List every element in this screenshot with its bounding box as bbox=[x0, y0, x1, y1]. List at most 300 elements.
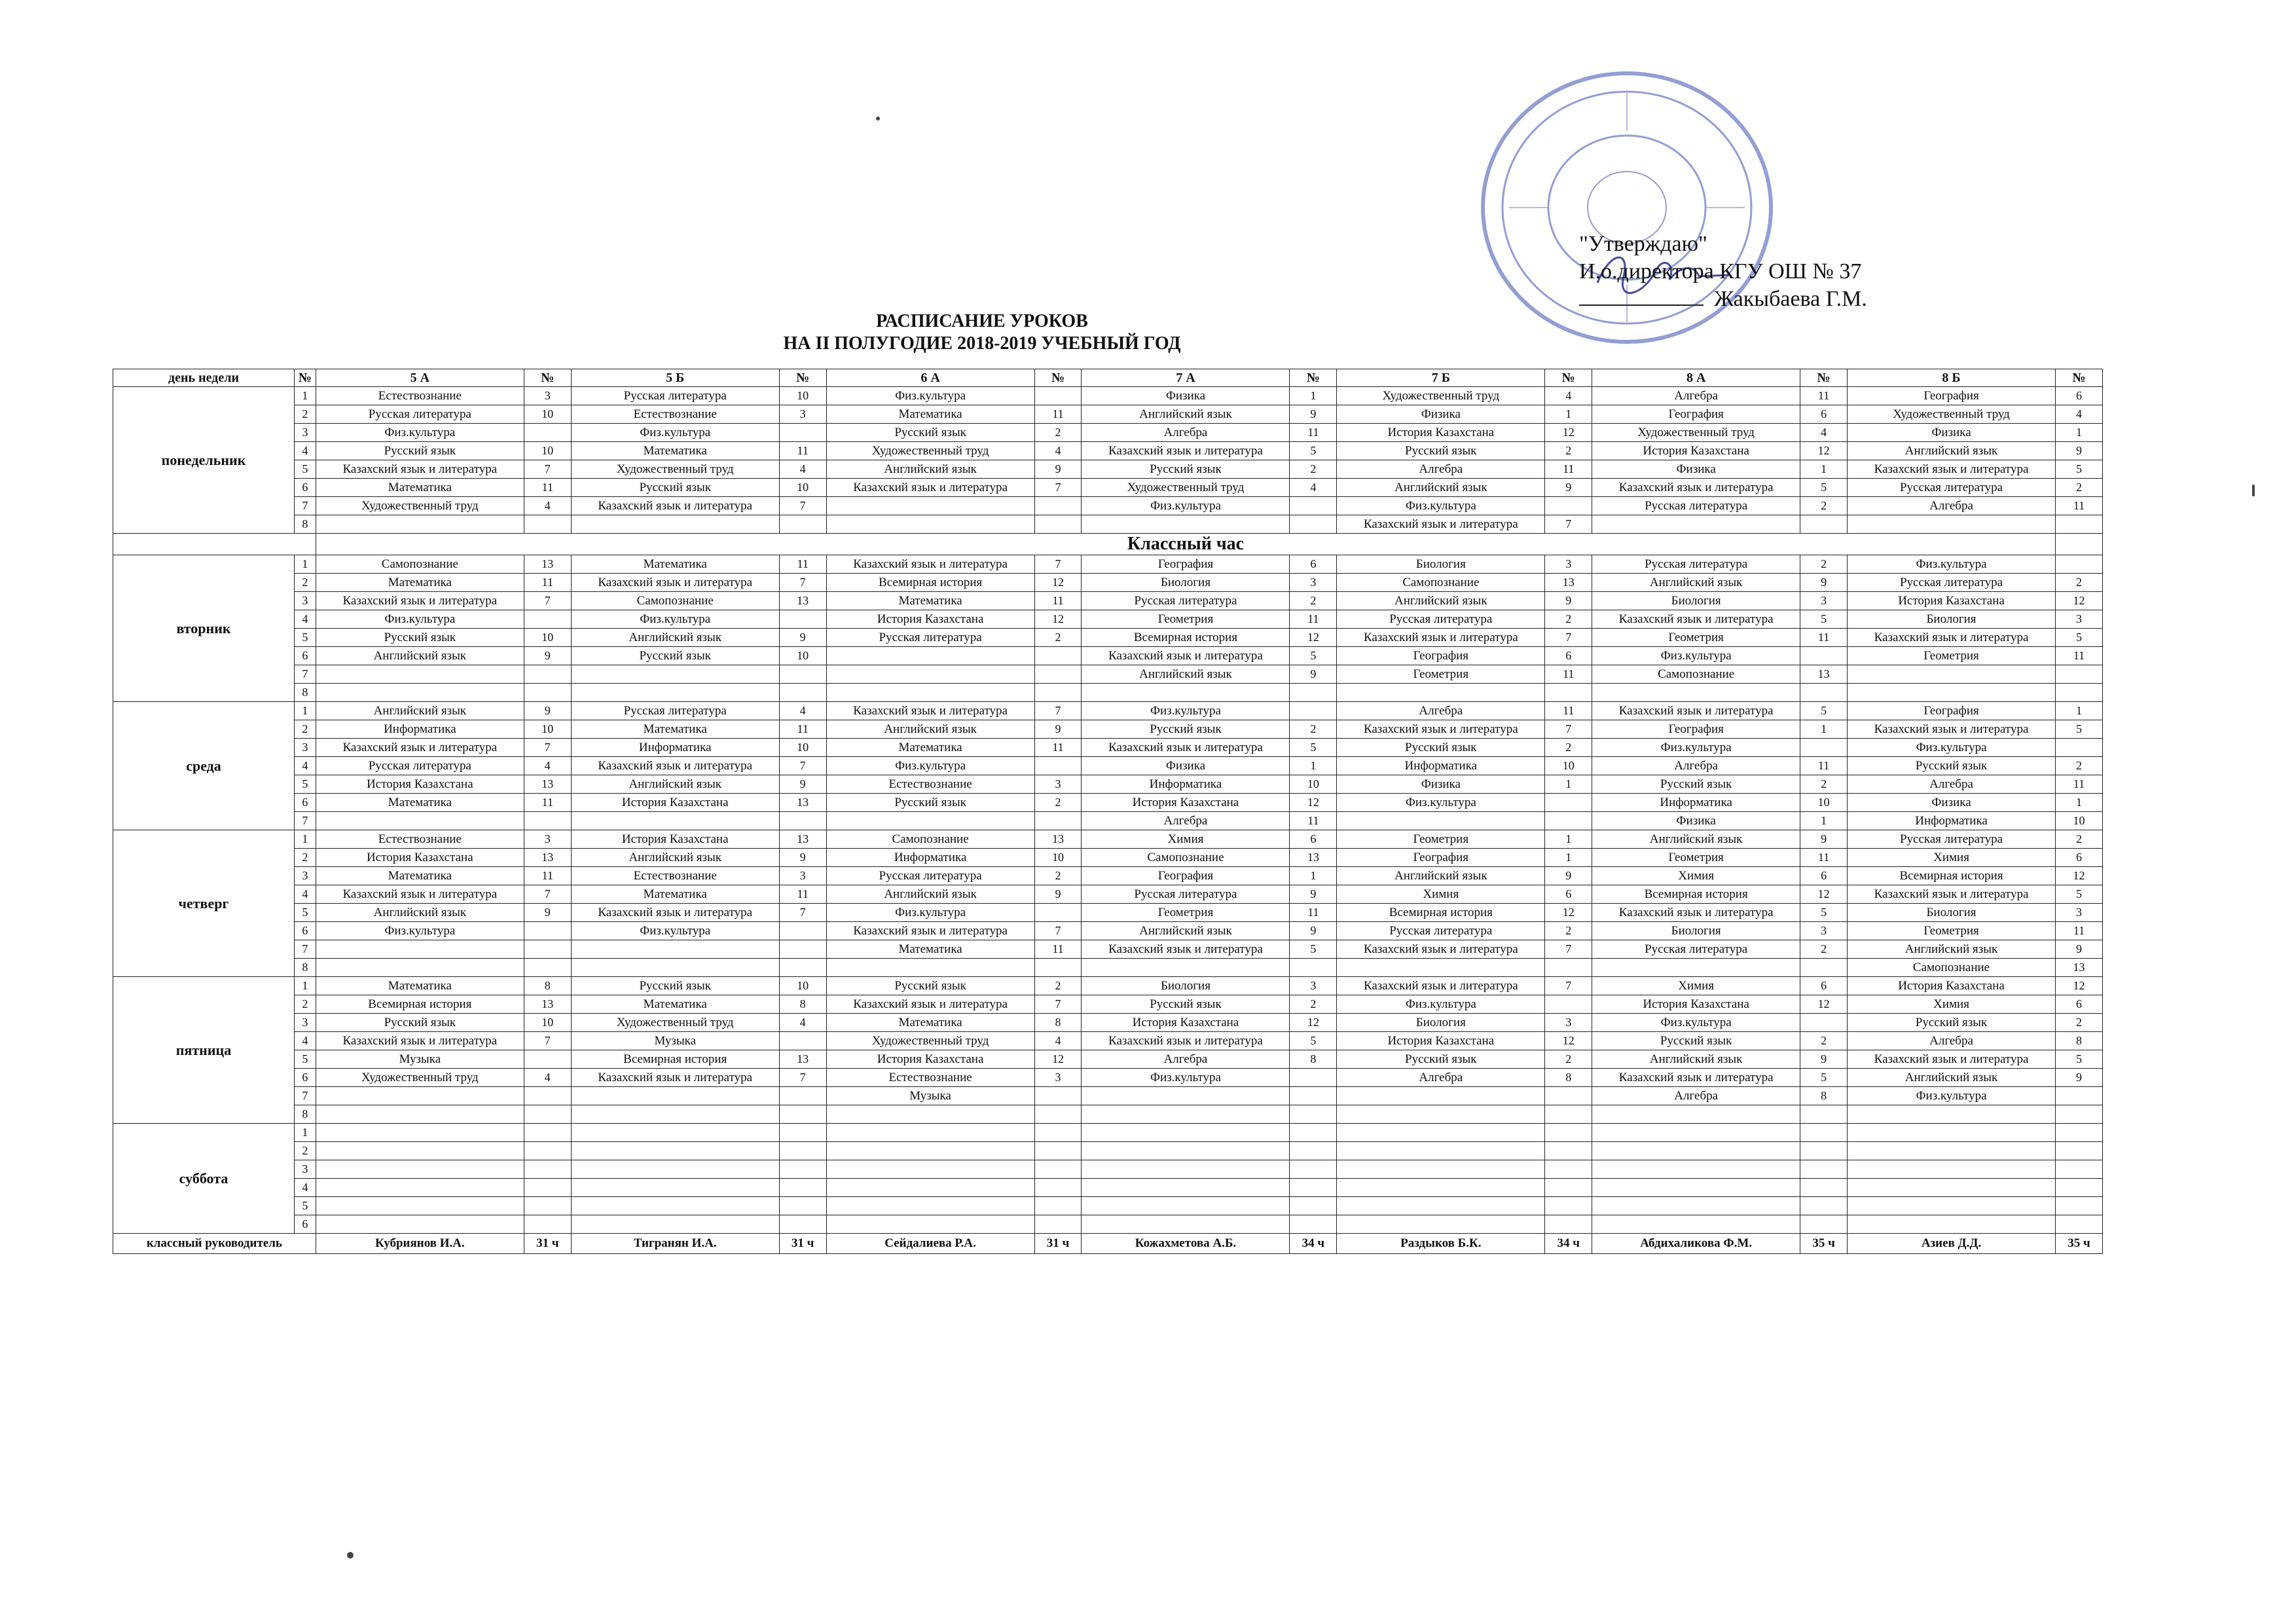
room-number-cell: 6 bbox=[1290, 830, 1337, 849]
room-number-cell: 6 bbox=[1800, 977, 1848, 995]
room-number-cell: 5 bbox=[1800, 702, 1848, 720]
room-number-cell bbox=[524, 1124, 571, 1142]
room-number-cell: 8 bbox=[1290, 1050, 1337, 1069]
room-number-cell: 5 bbox=[2056, 720, 2103, 739]
room-number-cell: 10 bbox=[779, 647, 826, 665]
class-teacher-name: Кубриянов И.А. bbox=[316, 1234, 524, 1254]
subject-cell: Математика bbox=[571, 555, 779, 574]
subject-cell: Английский язык bbox=[1337, 867, 1545, 885]
room-number-cell: 3 bbox=[1545, 1014, 1592, 1032]
subject-cell bbox=[1082, 1142, 1290, 1160]
table-row bbox=[113, 515, 2103, 534]
room-number-cell: 5 bbox=[2056, 460, 2103, 479]
room-number-cell: 13 bbox=[779, 830, 826, 849]
room-number-cell: 13 bbox=[524, 775, 571, 794]
room-number-cell: 1 bbox=[1800, 720, 1848, 739]
lesson-number-cell: 7 bbox=[295, 665, 316, 684]
room-number-cell: 11 bbox=[1290, 904, 1337, 922]
lesson-number-cell: 3 bbox=[295, 867, 316, 885]
subject-cell: История Казахстана bbox=[316, 849, 524, 867]
subject-cell bbox=[316, 1124, 524, 1142]
subject-cell bbox=[1592, 959, 1800, 977]
room-number-cell: 8 bbox=[1800, 1087, 1848, 1105]
subject-cell bbox=[316, 684, 524, 702]
room-number-cell: 13 bbox=[779, 592, 826, 610]
room-number-cell: 4 bbox=[1545, 387, 1592, 405]
subject-cell: Химия bbox=[1592, 867, 1800, 885]
subject-cell bbox=[316, 1105, 524, 1124]
subject-cell: История Казахстана bbox=[1592, 995, 1800, 1014]
subject-cell: Математика bbox=[316, 574, 524, 592]
room-number-cell: 11 bbox=[1034, 405, 1082, 424]
room-number-cell: 7 bbox=[1034, 922, 1082, 940]
subject-cell: Информатика bbox=[1848, 812, 2056, 830]
subject-cell bbox=[571, 684, 779, 702]
subject-cell: География bbox=[1592, 720, 1800, 739]
room-number-cell: 11 bbox=[1800, 387, 1848, 405]
room-number-cell: 12 bbox=[1545, 904, 1592, 922]
subject-cell bbox=[571, 1160, 779, 1179]
subject-cell: Физ.культура bbox=[1592, 1014, 1800, 1032]
room-number-cell bbox=[1800, 1014, 1848, 1032]
table-row bbox=[113, 1014, 2103, 1032]
approval-line-director: И.о.директора КГУ ОШ № 37 bbox=[1579, 259, 1862, 284]
subject-cell: Казахский язык и литература bbox=[316, 885, 524, 904]
column-header: № bbox=[295, 369, 316, 387]
table-row bbox=[113, 720, 2103, 739]
subject-cell: Всемирная история bbox=[571, 1050, 779, 1069]
subject-cell bbox=[1592, 1160, 1800, 1179]
subject-cell: Казахский язык и литература bbox=[1337, 940, 1545, 959]
room-number-cell: 11 bbox=[1545, 460, 1592, 479]
room-number-cell: 11 bbox=[2056, 775, 2103, 794]
room-number-cell: 5 bbox=[1800, 904, 1848, 922]
room-number-cell: 11 bbox=[524, 479, 571, 497]
room-number-cell: 1 bbox=[1800, 460, 1848, 479]
subject-cell: География bbox=[1082, 867, 1290, 885]
room-number-cell bbox=[1800, 1160, 1848, 1179]
room-number-cell: 7 bbox=[779, 574, 826, 592]
subject-cell bbox=[1848, 684, 2056, 702]
room-number-cell bbox=[1545, 1105, 1592, 1124]
subject-cell bbox=[571, 940, 779, 959]
room-number-cell bbox=[524, 959, 571, 977]
subject-cell: Русский язык bbox=[1848, 1014, 2056, 1032]
room-number-cell: 10 bbox=[524, 1014, 571, 1032]
subject-cell: Русская литература bbox=[826, 629, 1034, 647]
subject-cell: География bbox=[1337, 647, 1545, 665]
subject-cell: Музыка bbox=[316, 1050, 524, 1069]
column-header: 6 А bbox=[826, 369, 1034, 387]
day-name-cell: вторник bbox=[113, 555, 295, 702]
room-number-cell: 1 bbox=[1545, 849, 1592, 867]
subject-cell: Казахский язык и литература bbox=[571, 497, 779, 515]
room-number-cell bbox=[779, 665, 826, 684]
room-number-cell bbox=[2056, 1142, 2103, 1160]
subject-cell: Художественный труд bbox=[1592, 424, 1800, 442]
subject-cell: Русский язык bbox=[1082, 460, 1290, 479]
subject-cell: Русская литература bbox=[1848, 574, 2056, 592]
room-number-cell: 6 bbox=[2056, 849, 2103, 867]
subject-cell: Самопознание bbox=[1337, 574, 1545, 592]
scan-speck bbox=[347, 1552, 354, 1559]
subject-cell: Русская литература bbox=[1848, 830, 2056, 849]
subject-cell: Информатика bbox=[1082, 775, 1290, 794]
lesson-number-cell: 4 bbox=[295, 885, 316, 904]
room-number-cell bbox=[1034, 812, 1082, 830]
subject-cell bbox=[826, 1124, 1034, 1142]
subject-cell bbox=[826, 1105, 1034, 1124]
room-number-cell bbox=[1800, 515, 1848, 534]
room-number-cell bbox=[524, 1050, 571, 1069]
subject-cell bbox=[571, 959, 779, 977]
room-number-cell: 5 bbox=[1290, 647, 1337, 665]
room-number-cell bbox=[2056, 665, 2103, 684]
room-number-cell: 12 bbox=[1034, 1050, 1082, 1069]
room-number-cell: 7 bbox=[1545, 629, 1592, 647]
subject-cell: История Казахстана bbox=[571, 794, 779, 812]
subject-cell: Математика bbox=[316, 867, 524, 885]
room-number-cell: 7 bbox=[1034, 702, 1082, 720]
subject-cell: Информатика bbox=[826, 849, 1034, 867]
subject-cell: Казахский язык и литература bbox=[1082, 647, 1290, 665]
subject-cell bbox=[826, 497, 1034, 515]
column-header: № bbox=[524, 369, 571, 387]
room-number-cell: 9 bbox=[1545, 867, 1592, 885]
column-header: 5 Б bbox=[571, 369, 779, 387]
lesson-number-cell: 2 bbox=[295, 720, 316, 739]
room-number-cell: 10 bbox=[1034, 849, 1082, 867]
room-number-cell bbox=[1034, 1087, 1082, 1105]
subject-cell bbox=[1592, 1105, 1800, 1124]
table-row bbox=[113, 1087, 2103, 1105]
room-number-cell: 1 bbox=[2056, 794, 2103, 812]
column-header: 8 А bbox=[1592, 369, 1800, 387]
subject-cell: Казахский язык и литература bbox=[826, 555, 1034, 574]
subject-cell bbox=[826, 1197, 1034, 1215]
column-header: № bbox=[779, 369, 826, 387]
subject-cell: Русский язык bbox=[571, 977, 779, 995]
room-number-cell bbox=[2056, 1124, 2103, 1142]
room-number-cell: 8 bbox=[2056, 1032, 2103, 1050]
weekly-hours: 35 ч bbox=[2056, 1234, 2103, 1254]
room-number-cell: 9 bbox=[779, 849, 826, 867]
table-row bbox=[113, 1050, 2103, 1069]
room-number-cell: 8 bbox=[1545, 1069, 1592, 1087]
room-number-cell: 2 bbox=[1545, 610, 1592, 629]
room-number-cell: 3 bbox=[524, 387, 571, 405]
room-number-cell bbox=[1034, 959, 1082, 977]
subject-cell bbox=[1592, 1142, 1800, 1160]
room-number-cell: 7 bbox=[524, 739, 571, 757]
room-number-cell bbox=[524, 515, 571, 534]
subject-cell bbox=[1337, 1124, 1545, 1142]
subject-cell bbox=[826, 647, 1034, 665]
room-number-cell bbox=[1290, 1160, 1337, 1179]
lesson-number-cell: 3 bbox=[295, 592, 316, 610]
room-number-cell bbox=[2056, 1105, 2103, 1124]
subject-cell bbox=[826, 684, 1034, 702]
room-number-cell: 12 bbox=[2056, 867, 2103, 885]
room-number-cell: 5 bbox=[2056, 885, 2103, 904]
room-number-cell: 5 bbox=[1800, 610, 1848, 629]
subject-cell: Русская литература bbox=[571, 702, 779, 720]
room-number-cell: 6 bbox=[2056, 995, 2103, 1014]
lesson-number-cell: 8 bbox=[295, 1105, 316, 1124]
subject-cell: Музыка bbox=[571, 1032, 779, 1050]
subject-cell bbox=[316, 1197, 524, 1215]
weekly-hours: 31 ч bbox=[524, 1234, 571, 1254]
subject-cell: История Казахстана bbox=[826, 1050, 1034, 1069]
subject-cell: Казахский язык и литература bbox=[571, 904, 779, 922]
lesson-number-cell: 2 bbox=[295, 995, 316, 1014]
subject-cell: Русский язык bbox=[316, 442, 524, 460]
room-number-cell: 3 bbox=[1034, 775, 1082, 794]
weekly-hours: 31 ч bbox=[1034, 1234, 1082, 1254]
room-number-cell bbox=[1545, 1124, 1592, 1142]
subject-cell: Физ.культура bbox=[316, 424, 524, 442]
room-number-cell bbox=[1800, 647, 1848, 665]
room-number-cell: 4 bbox=[1034, 1032, 1082, 1050]
subject-cell bbox=[316, 1142, 524, 1160]
subject-cell bbox=[316, 1087, 524, 1105]
room-number-cell: 12 bbox=[1034, 574, 1082, 592]
subject-cell bbox=[1337, 1197, 1545, 1215]
subject-cell: Русская литература bbox=[571, 387, 779, 405]
room-number-cell: 4 bbox=[779, 702, 826, 720]
table-row bbox=[113, 665, 2103, 684]
room-number-cell: 4 bbox=[2056, 405, 2103, 424]
subject-cell: География bbox=[1082, 555, 1290, 574]
subject-cell bbox=[1337, 1142, 1545, 1160]
room-number-cell: 7 bbox=[1545, 977, 1592, 995]
subject-cell: Казахский язык и литература bbox=[1592, 479, 1800, 497]
room-number-cell bbox=[779, 959, 826, 977]
subject-cell: Физ.культура bbox=[1592, 647, 1800, 665]
lesson-number-cell: 3 bbox=[295, 1014, 316, 1032]
subject-cell bbox=[826, 1160, 1034, 1179]
subject-cell bbox=[1848, 1105, 2056, 1124]
room-number-cell: 9 bbox=[1290, 665, 1337, 684]
subject-cell: Казахский язык и литература bbox=[316, 460, 524, 479]
subject-cell bbox=[1337, 1215, 1545, 1234]
table-row bbox=[113, 1179, 2103, 1197]
subject-cell bbox=[1337, 684, 1545, 702]
room-number-cell bbox=[1545, 1197, 1592, 1215]
table-row bbox=[113, 684, 2103, 702]
room-number-cell bbox=[779, 1215, 826, 1234]
signature-line bbox=[1579, 304, 1704, 306]
room-number-cell: 12 bbox=[2056, 977, 2103, 995]
room-number-cell: 2 bbox=[2056, 1014, 2103, 1032]
room-number-cell: 11 bbox=[524, 867, 571, 885]
table-row bbox=[113, 610, 2103, 629]
room-number-cell: 10 bbox=[779, 387, 826, 405]
subject-cell: Казахский язык и литература bbox=[1082, 940, 1290, 959]
subject-cell: История Казахстана bbox=[1337, 424, 1545, 442]
approval-line-approve: "Утверждаю" bbox=[1579, 232, 1707, 256]
subject-cell: Химия bbox=[1337, 885, 1545, 904]
column-header: № bbox=[1545, 369, 1592, 387]
subject-cell: Физ.культура bbox=[1848, 739, 2056, 757]
subject-cell bbox=[1592, 1179, 1800, 1197]
room-number-cell: 9 bbox=[1545, 479, 1592, 497]
subject-cell: Химия bbox=[1848, 849, 2056, 867]
room-number-cell bbox=[779, 812, 826, 830]
lesson-number-cell: 7 bbox=[295, 1087, 316, 1105]
subject-cell: Математика bbox=[571, 885, 779, 904]
room-number-cell bbox=[1800, 959, 1848, 977]
subject-cell bbox=[1337, 812, 1545, 830]
subject-cell: Алгебра bbox=[1337, 1069, 1545, 1087]
subject-cell: История Казахстана bbox=[1848, 977, 2056, 995]
table-row bbox=[113, 922, 2103, 940]
room-number-cell: 10 bbox=[1800, 794, 1848, 812]
room-number-cell bbox=[1034, 665, 1082, 684]
room-number-cell: 10 bbox=[2056, 812, 2103, 830]
room-number-cell: 11 bbox=[1545, 665, 1592, 684]
room-number-cell: 9 bbox=[2056, 940, 2103, 959]
subject-cell: Русский язык bbox=[571, 647, 779, 665]
subject-cell bbox=[571, 515, 779, 534]
room-number-cell: 13 bbox=[524, 849, 571, 867]
room-number-cell bbox=[524, 1087, 571, 1105]
room-number-cell: 7 bbox=[524, 1032, 571, 1050]
schedule-table bbox=[113, 369, 2103, 1254]
subject-cell bbox=[1082, 1179, 1290, 1197]
room-number-cell bbox=[1545, 684, 1592, 702]
room-number-cell: 9 bbox=[2056, 442, 2103, 460]
room-number-cell: 3 bbox=[2056, 610, 2103, 629]
room-number-cell bbox=[1034, 1179, 1082, 1197]
subject-cell bbox=[826, 1179, 1034, 1197]
lesson-number-cell: 2 bbox=[295, 574, 316, 592]
room-number-cell: 3 bbox=[1290, 977, 1337, 995]
room-number-cell: 9 bbox=[779, 775, 826, 794]
subject-cell: Русский язык bbox=[316, 629, 524, 647]
room-number-cell: 4 bbox=[1290, 479, 1337, 497]
subject-cell: Всемирная история bbox=[1337, 904, 1545, 922]
subject-cell: Казахский язык и литература bbox=[1848, 460, 2056, 479]
room-number-cell: 3 bbox=[1034, 1069, 1082, 1087]
room-number-cell bbox=[1290, 1142, 1337, 1160]
subject-cell: Геометрия bbox=[1337, 665, 1545, 684]
column-header: № bbox=[2056, 369, 2103, 387]
subject-cell: Всемирная история bbox=[1082, 629, 1290, 647]
subject-cell: Информатика bbox=[1592, 794, 1800, 812]
room-number-cell bbox=[1290, 959, 1337, 977]
subject-cell: Физика bbox=[1082, 387, 1290, 405]
subject-cell: Казахский язык и литература bbox=[826, 702, 1034, 720]
lesson-number-cell: 3 bbox=[295, 1160, 316, 1179]
subject-cell: Казахский язык и литература bbox=[1848, 885, 2056, 904]
room-number-cell: 4 bbox=[779, 1014, 826, 1032]
director-name: Жакыбаева Г.М. bbox=[1714, 287, 1867, 311]
subject-cell bbox=[1337, 1105, 1545, 1124]
room-number-cell: 11 bbox=[2056, 497, 2103, 515]
subject-cell: Геометрия bbox=[1592, 629, 1800, 647]
subject-cell: Биология bbox=[1082, 574, 1290, 592]
room-number-cell bbox=[1290, 1069, 1337, 1087]
room-number-cell: 3 bbox=[2056, 904, 2103, 922]
subject-cell: Физ.культура bbox=[826, 757, 1034, 775]
table-row bbox=[113, 1160, 2103, 1179]
subject-cell: Казахский язык и литература bbox=[1592, 610, 1800, 629]
subject-cell: Художественный труд bbox=[1848, 405, 2056, 424]
subject-cell bbox=[1592, 1197, 1800, 1215]
room-number-cell: 3 bbox=[779, 867, 826, 885]
room-number-cell bbox=[524, 922, 571, 940]
scan-speck bbox=[2252, 485, 2255, 496]
subject-cell: Алгебра bbox=[1592, 387, 1800, 405]
table-row bbox=[113, 1215, 2103, 1234]
room-number-cell: 11 bbox=[779, 555, 826, 574]
table-row bbox=[113, 995, 2103, 1014]
subject-cell: История Казахстана bbox=[1082, 794, 1290, 812]
room-number-cell: 2 bbox=[1800, 555, 1848, 574]
subject-cell bbox=[316, 812, 524, 830]
lesson-number-cell: 1 bbox=[295, 977, 316, 995]
subject-cell: Английский язык bbox=[316, 702, 524, 720]
lesson-number-cell: 3 bbox=[295, 739, 316, 757]
room-number-cell bbox=[779, 1087, 826, 1105]
subject-cell: История Казахстана bbox=[826, 610, 1034, 629]
lesson-number-cell: 1 bbox=[295, 830, 316, 849]
subject-cell: Математика bbox=[826, 940, 1034, 959]
room-number-cell: 9 bbox=[524, 647, 571, 665]
lesson-number-cell: 2 bbox=[295, 1142, 316, 1160]
lesson-number-cell: 2 bbox=[295, 405, 316, 424]
subject-cell: Математика bbox=[826, 405, 1034, 424]
subject-cell bbox=[571, 1197, 779, 1215]
room-number-cell: 7 bbox=[779, 904, 826, 922]
room-number-cell bbox=[2056, 1179, 2103, 1197]
subject-cell: Физика bbox=[1592, 460, 1800, 479]
class-teacher-name: Абдихаликова Ф.М. bbox=[1592, 1234, 1800, 1254]
room-number-cell: 5 bbox=[1290, 1032, 1337, 1050]
title-line-2: НА II ПОЛУГОДИЕ 2018-2019 УЧЕБНЫЙ ГОД bbox=[783, 333, 1181, 354]
subject-cell: Информатика bbox=[316, 720, 524, 739]
subject-cell: Алгебра bbox=[1082, 1050, 1290, 1069]
room-number-cell: 11 bbox=[1034, 940, 1082, 959]
lesson-number-cell: 1 bbox=[295, 1124, 316, 1142]
subject-cell: Английский язык bbox=[1082, 665, 1290, 684]
room-number-cell bbox=[524, 1142, 571, 1160]
lesson-number-cell: 5 bbox=[295, 1197, 316, 1215]
subject-cell bbox=[1848, 1215, 2056, 1234]
room-number-cell: 10 bbox=[779, 977, 826, 995]
room-number-cell bbox=[2056, 515, 2103, 534]
subject-cell: Естествознание bbox=[826, 775, 1034, 794]
subject-cell: Алгебра bbox=[1592, 1087, 1800, 1105]
room-number-cell bbox=[1290, 684, 1337, 702]
room-number-cell: 10 bbox=[1290, 775, 1337, 794]
subject-cell bbox=[1337, 1179, 1545, 1197]
subject-cell: Казахский язык и литература bbox=[1592, 1069, 1800, 1087]
room-number-cell: 9 bbox=[1290, 922, 1337, 940]
subject-cell: Алгебра bbox=[1082, 424, 1290, 442]
column-header: день недели bbox=[113, 369, 295, 387]
subject-cell bbox=[826, 665, 1034, 684]
subject-cell: Казахский язык и литература bbox=[316, 1032, 524, 1050]
room-number-cell bbox=[524, 1179, 571, 1197]
subject-cell: Математика bbox=[571, 720, 779, 739]
subject-cell: Английский язык bbox=[316, 647, 524, 665]
table-row bbox=[113, 424, 2103, 442]
room-number-cell bbox=[2056, 1160, 2103, 1179]
room-number-cell: 12 bbox=[1290, 1014, 1337, 1032]
room-number-cell bbox=[2056, 1215, 2103, 1234]
